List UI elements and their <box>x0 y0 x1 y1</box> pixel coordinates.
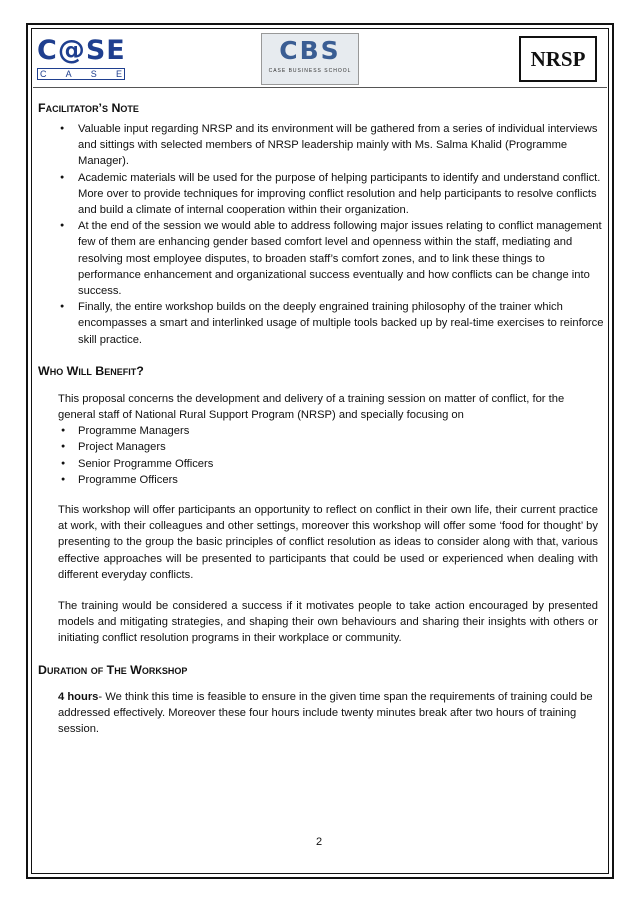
benefit-intro: This proposal concerns the development and delivery of a training session on matter of conflict, for the general staff of National Rural Support Program (NRSP) and specially focusing on <box>58 392 565 422</box>
case-letter: E <box>115 69 122 79</box>
nrsp-logo-text: NRSP <box>530 46 586 71</box>
list-item: ● At the end of the session we would able to address following major issues relating to conflict management few of them are enhancing gender based comfort level and openness within the staff, mediating and resolving most employee disputes, to broaden staff’s comfort zones, and to link these things to performance enhancement and organizational success eventually and how conflicts can be change into success. <box>38 218 604 299</box>
case-logo <box>37 36 127 82</box>
list-item: ● Senior Programme Officers <box>38 456 604 472</box>
document-body <box>38 99 604 737</box>
case-letter: A <box>65 69 72 79</box>
list-item: ● Finally, the entire workshop builds on the deeply engrained training philosophy of the trainer which encompasses a smart and interlinked usage of multiple tools backed up by real-time exercises to reinforce skill practice. <box>38 299 604 348</box>
header-divider <box>33 87 607 88</box>
list-item: ● Valuable input regarding NRSP and its environment will be gathered from a series of individual interviews and sittings with selected members of NRSP leadership mainly with Ms. Salma Khalid (Programme Manager). <box>38 121 604 170</box>
list-item: ● Programme Managers <box>38 423 604 439</box>
case-letter: S <box>90 69 97 79</box>
case-letter: C <box>40 69 47 79</box>
cbs-logo <box>261 33 359 85</box>
duration-bold: 4 hours <box>58 690 99 703</box>
facilitator-list <box>38 121 604 348</box>
header <box>33 30 607 88</box>
benefit-paragraph-1: This workshop will offer participants an opportunity to reflect on conflict in their own life, their current practice at work, with their colleagues and other settings, moreover this workshop will offer some ‘food for thought’ by presenting to the group the basic principles of conflict resolution as ideas to consider along with that, various effective approaches will be presented to participants that could be used or experienced when dealing with different everyday conflicts. <box>58 504 598 581</box>
list-item: ● Programme Officers <box>38 472 604 488</box>
cbs-logo-subtitle: CASE BUSINESS SCHOOL <box>268 68 352 74</box>
case-logo-text: C@SE <box>37 35 126 66</box>
list-item: ● Academic materials will be used for the purpose of helping participants to identify and understand conflict. More over to provide techniques for improving conflict resolution and help participants to resolve conflicts and build a climate of internal cooperation within their organization. <box>38 170 604 219</box>
audience-list <box>38 423 604 488</box>
page-number: 2 <box>315 836 323 848</box>
case-logo-letters <box>37 68 125 80</box>
duration-paragraph <box>38 689 604 738</box>
cbs-logo-text: CBS <box>279 36 341 65</box>
facilitator-heading: Facilitator’s Note <box>38 101 139 115</box>
benefit-heading: Who Will Benefit? <box>38 363 144 378</box>
nrsp-logo <box>519 36 597 82</box>
list-item: ● Project Managers <box>38 439 604 455</box>
benefit-paragraph-2: The training would be considered a success if it motivates people to take action encouraged by presented models and mitigating strategies, and shaping their own behaviours and sharing their insights with others or initiating conflict resolution programs in their workplace or community. <box>58 600 598 645</box>
duration-heading: Duration of The Workshop <box>38 662 188 677</box>
duration-text: - We think this time is feasible to ensure in the given time span the requirements of training could be addressed effectively. Moreover these four hours include twenty minutes break after two hours of training session. <box>58 690 593 736</box>
